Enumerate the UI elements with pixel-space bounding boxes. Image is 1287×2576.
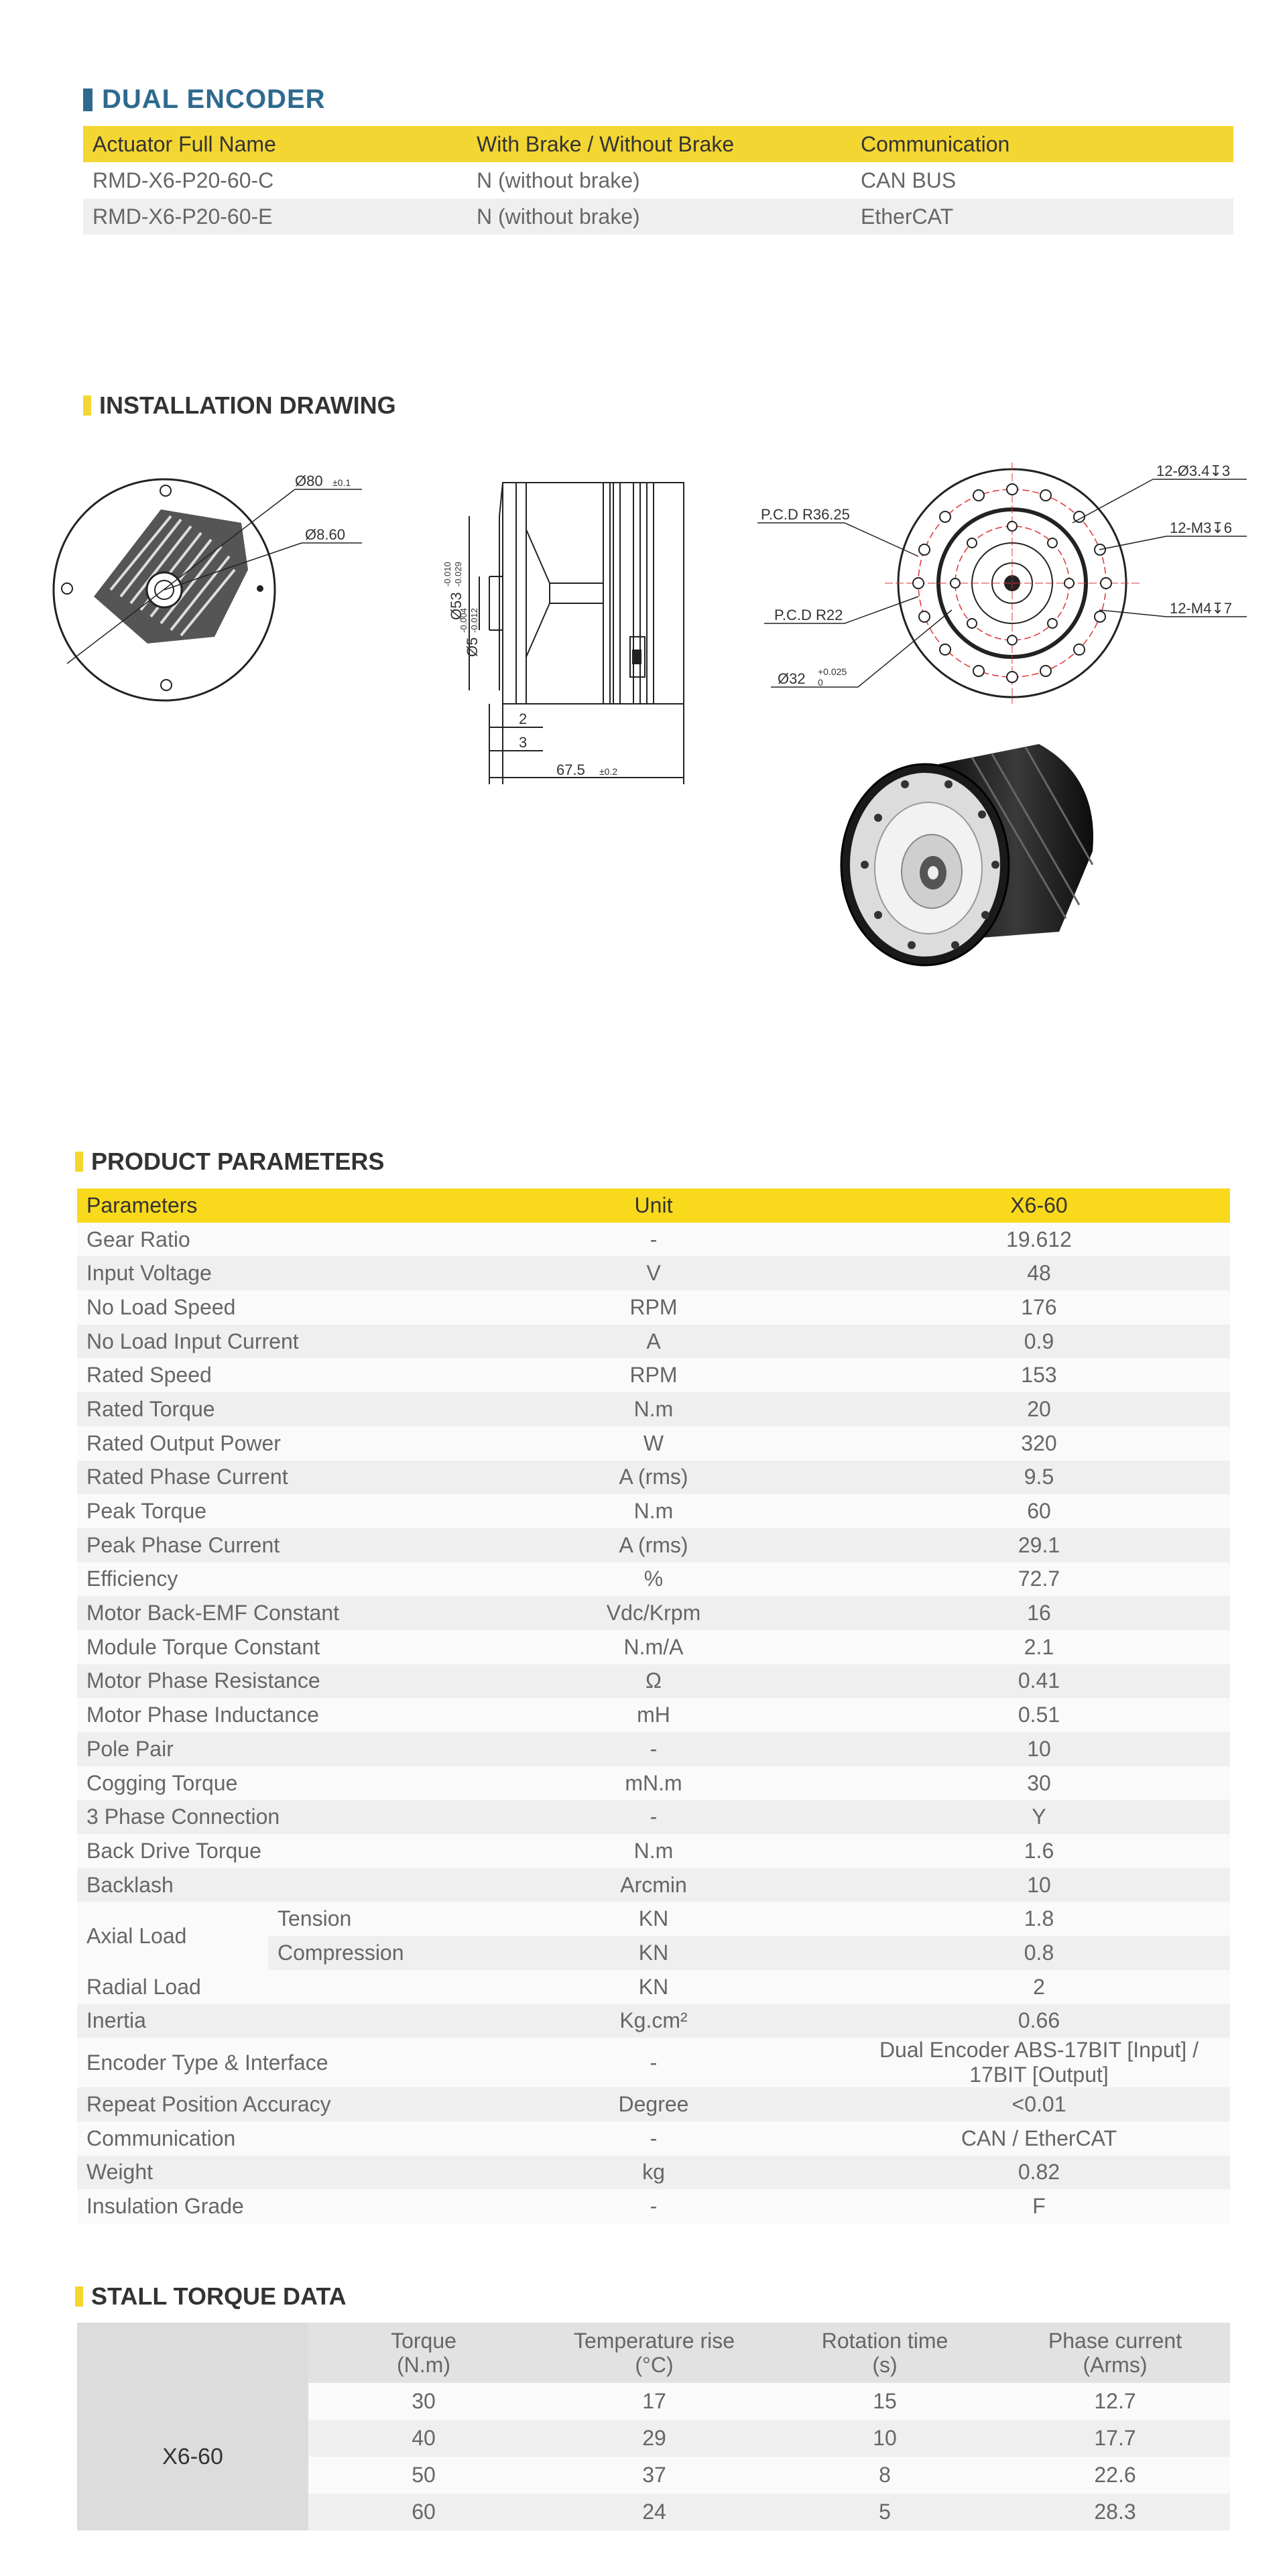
- param-value-cell: 60: [848, 1494, 1230, 1528]
- header-cell: Unit: [459, 1188, 848, 1223]
- param-name-cell: Peak Phase Current: [77, 1528, 459, 1562]
- section-marker: [75, 1152, 83, 1172]
- dim-675: 67.5: [556, 761, 585, 778]
- param-value-cell: 0.41: [848, 1664, 1230, 1699]
- table-row: [77, 1698, 1230, 1732]
- table-cell: 60: [308, 2494, 539, 2530]
- param-unit-cell: %: [459, 1562, 848, 1597]
- table-row: [77, 1528, 1230, 1562]
- dim-tol-53-bot: -0.029: [453, 562, 463, 587]
- param-unit-cell: -: [459, 1732, 848, 1766]
- table-row: [77, 2122, 1230, 2156]
- table-cell: 29: [539, 2420, 770, 2457]
- param-value-cell: 10: [848, 1868, 1230, 1902]
- table-cell: 8: [770, 2457, 1000, 2494]
- dim-tol-675: ±0.2: [599, 766, 618, 777]
- param-name-cell: Insulation Grade: [77, 2189, 459, 2223]
- param-name-cell: Rated Speed: [77, 1358, 459, 1392]
- header-cell: Phase current (Arms): [1000, 2323, 1230, 2383]
- param-unit-cell: A (rms): [459, 1461, 848, 1495]
- param-value-cell: 0.9: [848, 1325, 1230, 1359]
- param-name-cell: Pole Pair: [77, 1732, 459, 1766]
- table-cell: N (without brake): [477, 168, 640, 192]
- header-cell: Parameters: [77, 1188, 459, 1223]
- param-unit-cell: -: [459, 2189, 848, 2223]
- header-cell: With Brake / Without Brake: [467, 126, 851, 162]
- param-unit-cell: Ω: [459, 1664, 848, 1699]
- header-cell: Communication: [851, 126, 1233, 162]
- table-row: [77, 1325, 1230, 1359]
- dim-dia-80: Ø80: [295, 473, 323, 489]
- label-pcd-22: P.C.D R22: [774, 607, 843, 623]
- param-value-cell: 0.51: [848, 1698, 1230, 1732]
- table-row: [77, 2156, 1230, 2190]
- installation-title: INSTALLATION DRAWING: [99, 391, 396, 419]
- param-name-cell: Weight: [77, 2156, 459, 2190]
- table-header-row: [83, 126, 1233, 162]
- param-subname-cell: Compression: [268, 1936, 459, 1970]
- param-name-cell: No Load Speed: [77, 1290, 459, 1325]
- param-name-cell: Gear Ratio: [77, 1223, 459, 1257]
- param-value-cell: 48: [848, 1256, 1230, 1290]
- param-unit-cell: KN: [459, 1902, 848, 1936]
- table-cell: N (without brake): [467, 198, 851, 235]
- param-unit-cell: Vdc/Krpm: [459, 1596, 848, 1630]
- param-unit-cell: Degree: [459, 2087, 848, 2122]
- table-row: [77, 1494, 1230, 1528]
- param-name-cell: Rated Output Power: [77, 1426, 459, 1461]
- table-header-row: [77, 2323, 1230, 2383]
- table-cell: 24: [539, 2494, 770, 2530]
- table-row: [77, 1732, 1230, 1766]
- param-unit-cell: A (rms): [459, 1528, 848, 1562]
- param-unit-cell: RPM: [459, 1290, 848, 1325]
- param-name-cell: Rated Phase Current: [77, 1461, 459, 1495]
- rear-view-drawing: [751, 456, 1260, 711]
- section-marker: [83, 395, 91, 416]
- table-row: [77, 1392, 1230, 1426]
- param-name-cell: 3 Phase Connection: [77, 1800, 459, 1834]
- param-unit-cell: N.m: [459, 1834, 848, 1868]
- param-value-cell: 0.8: [848, 1936, 1230, 1970]
- param-value-cell: 153: [848, 1358, 1230, 1392]
- table-row: [77, 1426, 1230, 1461]
- param-value-cell: 2.1: [848, 1630, 1230, 1664]
- dim-dia-5: Ø5: [464, 637, 481, 657]
- param-name-cell: Backlash: [77, 1868, 459, 1902]
- param-unit-cell: N.m/A: [459, 1630, 848, 1664]
- param-name-cell: Motor Back-EMF Constant: [77, 1596, 459, 1630]
- table-row: [77, 1290, 1230, 1325]
- param-unit-cell: Arcmin: [459, 1868, 848, 1902]
- front-view-drawing: [47, 463, 382, 704]
- param-name-cell: Cogging Torque: [77, 1766, 459, 1800]
- label-holes-m3: 12-M3↧6: [1170, 519, 1233, 536]
- dim-dia-860: Ø8.60: [305, 526, 345, 543]
- dim-tol-80: ±0.1: [332, 477, 351, 488]
- table-row: [77, 1223, 1230, 1257]
- table-cell: 10: [770, 2420, 1000, 2457]
- table-cell: EtherCAT: [851, 198, 1233, 235]
- stall-title: STALL TORQUE DATA: [91, 2282, 347, 2310]
- param-value-cell: 9.5: [848, 1461, 1230, 1495]
- param-unit-cell: mN.m: [459, 1766, 848, 1800]
- param-value-cell: CAN / EtherCAT: [848, 2122, 1230, 2156]
- table-row: [77, 1766, 1230, 1800]
- table-cell: 37: [539, 2457, 770, 2494]
- table-row: [77, 1834, 1230, 1868]
- param-value-cell: 320: [848, 1426, 1230, 1461]
- param-unit-cell: N.m: [459, 1392, 848, 1426]
- table-cell: 28.3: [1000, 2494, 1230, 2530]
- param-value-cell: 1.6: [848, 1834, 1230, 1868]
- table-cell: 17: [539, 2383, 770, 2420]
- param-unit-cell: -: [459, 1800, 848, 1834]
- table-row: [77, 1800, 1230, 1834]
- stall-torque-table: [77, 2323, 1230, 2530]
- param-unit-cell: KN: [459, 1936, 848, 1970]
- param-value-cell: 0.66: [848, 2004, 1230, 2038]
- param-value-cell: 0.82: [848, 2156, 1230, 2190]
- table-cell: 15: [770, 2383, 1000, 2420]
- table-row: [77, 2087, 1230, 2122]
- param-unit-cell: mH: [459, 1698, 848, 1732]
- param-value-cell: 2: [848, 1970, 1230, 2004]
- param-unit-cell: A: [459, 1325, 848, 1359]
- table-row: [77, 1461, 1230, 1495]
- param-name-cell: Peak Torque: [77, 1494, 459, 1528]
- param-name-cell: Rated Torque: [77, 1392, 459, 1426]
- param-subname-cell: Tension: [268, 1902, 459, 1936]
- param-name-cell: Encoder Type & Interface: [77, 2038, 459, 2087]
- param-unit-cell: RPM: [459, 1358, 848, 1392]
- parameters-heading: [75, 1148, 384, 1176]
- table-row: [77, 1630, 1230, 1664]
- installation-heading: [83, 391, 396, 420]
- table-row: [77, 2038, 1230, 2087]
- dual-encoder-heading: [83, 84, 326, 115]
- table-row: [77, 2189, 1230, 2223]
- table-row: [77, 1358, 1230, 1392]
- param-value-cell: 72.7: [848, 1562, 1230, 1597]
- param-name-cell: Communication: [77, 2122, 459, 2156]
- param-value-cell: 10: [848, 1732, 1230, 1766]
- table-row: [83, 162, 1233, 198]
- table-row: [77, 2004, 1230, 2038]
- dual-encoder-title: DUAL ENCODER: [102, 84, 326, 114]
- param-value-cell: 19.612: [848, 1223, 1230, 1257]
- param-unit-cell: V: [459, 1256, 848, 1290]
- param-value-cell: F: [848, 2189, 1230, 2223]
- param-unit-cell: -: [459, 2038, 848, 2087]
- param-name-cell: Motor Phase Resistance: [77, 1664, 459, 1699]
- label-pcd-3625: P.C.D R36.25: [761, 506, 850, 523]
- header-cell: Actuator Full Name: [83, 126, 467, 162]
- table-row: [77, 1664, 1230, 1699]
- param-name-cell: Repeat Position Accuracy: [77, 2087, 459, 2122]
- dual-encoder-table: [83, 126, 1233, 235]
- dim-tol-5-bot: -0.012: [469, 608, 479, 633]
- param-value-cell: Y: [848, 1800, 1230, 1834]
- label-holes-m4: 12-M4↧7: [1170, 600, 1233, 617]
- param-value-cell: Dual Encoder ABS-17BIT [Input] / 17BIT [Output]: [848, 2038, 1230, 2087]
- table-cell: 50: [308, 2457, 539, 2494]
- section-marker: [83, 88, 93, 111]
- param-unit-cell: N.m: [459, 1494, 848, 1528]
- param-name-cell: Motor Phase Inductance: [77, 1698, 459, 1732]
- table-row: [77, 1902, 1230, 1936]
- param-value-cell: 30: [848, 1766, 1230, 1800]
- param-name-cell: Inertia: [77, 2004, 459, 2038]
- param-name-cell: Input Voltage: [77, 1256, 459, 1290]
- table-row: [83, 198, 1233, 235]
- label-dia-32: Ø32: [778, 670, 806, 687]
- table-cell: 22.6: [1000, 2457, 1230, 2494]
- table-cell: 30: [308, 2383, 539, 2420]
- table-row: [77, 1256, 1230, 1290]
- table-row: [77, 1596, 1230, 1630]
- param-name-cell: Axial Load: [77, 1902, 268, 1969]
- param-value-cell: 16: [848, 1596, 1230, 1630]
- header-cell: X6-60: [848, 1188, 1230, 1223]
- actuator-render: [838, 737, 1106, 979]
- param-value-cell: 29.1: [848, 1528, 1230, 1562]
- param-name-cell: Efficiency: [77, 1562, 459, 1597]
- param-name-cell: No Load Input Current: [77, 1325, 459, 1359]
- label-holes-34: 12-Ø3.4↧3: [1156, 463, 1231, 479]
- param-value-cell: 1.8: [848, 1902, 1230, 1936]
- header-cell-blank: [77, 2323, 308, 2383]
- side-view-drawing: [382, 469, 697, 791]
- table-cell: 40: [308, 2420, 539, 2457]
- dim-tol-53-top: -0.010: [442, 562, 452, 587]
- param-unit-cell: kg: [459, 2156, 848, 2190]
- table-row: [77, 1868, 1230, 1902]
- stall-heading: [75, 2282, 347, 2311]
- label-tol-32-bot: 0: [818, 677, 823, 688]
- model-cell: X6-60: [77, 2383, 308, 2530]
- dim-2: 2: [519, 711, 528, 727]
- table-row: [77, 1970, 1230, 2004]
- param-value-cell: 20: [848, 1392, 1230, 1426]
- table-cell: 12.7: [1000, 2383, 1230, 2420]
- param-name-cell: Radial Load: [77, 1970, 459, 2004]
- param-unit-cell: -: [459, 1223, 848, 1257]
- header-cell: Rotation time (s): [770, 2323, 1000, 2383]
- param-unit-cell: KN: [459, 1970, 848, 2004]
- dim-tol-5-top: -0.004: [458, 608, 469, 633]
- header-cell: Torque (N.m): [308, 2323, 539, 2383]
- table-header-row: [77, 1188, 1230, 1223]
- param-unit-cell: -: [459, 2122, 848, 2156]
- param-value-cell: 176: [848, 1290, 1230, 1325]
- table-cell: 5: [770, 2494, 1000, 2530]
- parameters-title: PRODUCT PARAMETERS: [91, 1148, 385, 1175]
- label-tol-32-top: +0.025: [818, 666, 847, 677]
- table-cell: RMD-X6-P20-60-E: [83, 198, 467, 235]
- param-unit-cell: Kg.cm²: [459, 2004, 848, 2038]
- section-marker: [75, 2286, 83, 2307]
- param-name-cell: Module Torque Constant: [77, 1630, 459, 1664]
- table-row: [77, 2383, 1230, 2420]
- table-cell: CAN BUS: [861, 168, 957, 192]
- param-unit-cell: W: [459, 1426, 848, 1461]
- param-value-cell: <0.01: [848, 2087, 1230, 2122]
- dim-3: 3: [519, 734, 528, 751]
- table-cell: 17.7: [1000, 2420, 1230, 2457]
- param-name-cell: Back Drive Torque: [77, 1834, 459, 1868]
- product-parameters-table: [77, 1188, 1230, 2223]
- header-cell: Temperature rise (°C): [539, 2323, 770, 2383]
- dim-dia-53: Ø53: [448, 592, 465, 620]
- table-row: [77, 1562, 1230, 1597]
- table-cell: RMD-X6-P20-60-C: [93, 168, 274, 192]
